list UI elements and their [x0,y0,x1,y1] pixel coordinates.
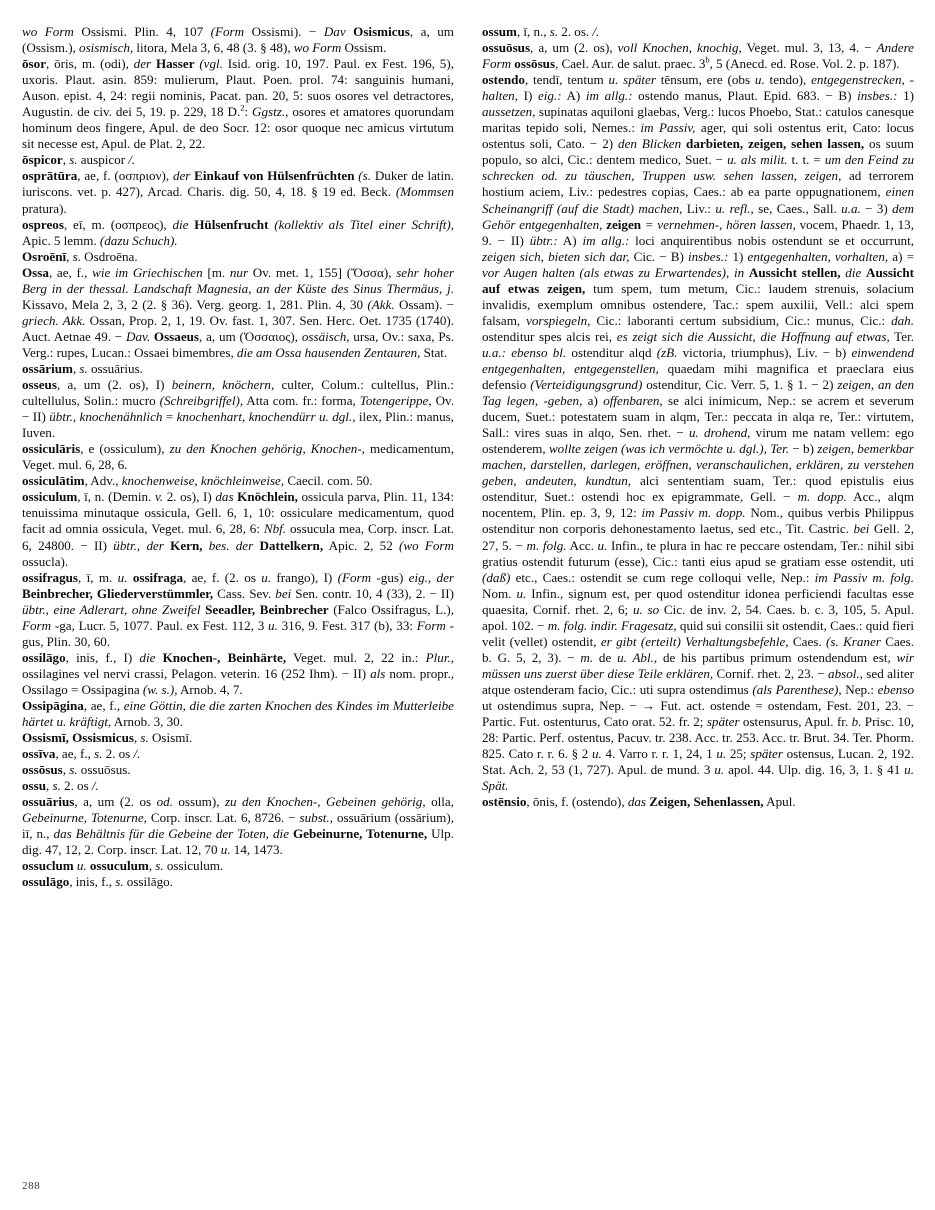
dictionary-entry: ossum, ī, n., s. 2. os. /. [482,24,600,39]
dictionary-entry: ossārium, s. ossuārius. [22,360,143,376]
dictionary-entry: ossifragus, ī, m. u. ossifraga, ae, f. (2. os u. frango), I) (Form -gus) eig., der Beinbrecher, Gliederverstümmler, Cass. Sev. bei Sen. contr. 10, 4 (33), 2. − II) übtr., eine Adlerart, ohne Zweifel Seeadler, Beinbrecher (Falco Ossifragus, L.), Form -ga, Lucr. 5, 1077. Paul. ex Fest. 112, 3 u. 316, 9. Fest. 317 (b), 33: Form -gus, Plin. 30, 60. [22,569,455,649]
left-column [22,24,454,891]
dictionary-entry: ossu, s. 2. os /. [22,778,99,794]
dictionary-entry: ospreos, eī, m. (οσπρεος), die Hülsenfrucht (kollektiv als Titel einer Schrift), Apic. 5 lemm. (dazu Schuch). [22,216,454,248]
dictionary-entry: Osroēnī, s. Osdroēna. [22,248,138,264]
dictionary-entry: ossuclum u. ossuculum, s. ossiculum. [22,858,224,874]
dictionary-entry: wo Form Ossismi. Plin. 4, 107 (Form Ossismi). − Dav Osismicus, a, um (Ossism.), osismisch, litora, Mela 3, 6, 48 (3. § 48), wo Form Ossism. [22,24,454,56]
dictionary-entry: ōsor, ōris, m. (odi), der Hasser (vgl. Isid. orig. 10, 197. Paul. ex Fest. 196, 5), uxoris. Plaut. asin. 859: mulierum, Plaut. Poen. prol. 74: sanguinis humani, Auson. epist. 4, 24: regii nominis, Pacat. pan. 20, 5: suos osores vel detractores, Augustin. de civ. dei 5, 19. p. 229, 18 D.$^2$: Ggstz., osores et amatores quorundam hominum deos fingere, Apul. de deo Socr. 12: osor quoque nec amicus virtutum sit necesse est, Apul. de Plat. 2, 22. [22,56,455,152]
right-column [482,24,914,810]
dictionary-entry: ostēnsio, ōnis, f. (ostendo), das Zeigen, Sehenlassen, Apul. [482,794,796,810]
dictionary-entry: ōspicor, s. auspicor /. [22,152,136,168]
page-number: 288 [22,1180,41,1192]
dictionary-entry: ossiculātim, Adv., knochenweise, knöchleinweise, Caecil. com. 50. [22,473,373,489]
dictionary-entry: ossilāgo, inis, f., I) die Knochen-, Beinhärte, Veget. mul. 2, 22 in.: Plur., ossilagines vel nervi crassi, Pelagon. veterin. 16 (252 Ihm). − II) als nom. propr., Ossilago = Ossipagina (w. s.), Arnob. 4, 7. [22,649,455,697]
dictionary-entry: ossīva, ae, f., s. 2. os /. [22,746,141,762]
dictionary-entry: ossulāgo, inis, f., s. ossilāgo. [22,874,173,890]
dictionary-entry: Ossismī, Ossismicus, s. Osismī. [22,730,193,746]
dictionary-entry: Ossipāgina, ae, f., eine Göttin, die die zarten Knochen des Kindes im Mutterleibe härtet u. kräftigt, Arnob. 3, 30. [22,697,454,730]
dictionary-entry: Ossa, ae, f., wie im Griechischen [m. nur Ov. met. 1, 155] (Ὄσσα), sehr hoher Berg in der thessal. Landschaft Magnesia, an der Küste des Sinus Thermäus, j. Kissavo, Mela 2, 3, 2 (2. § 36). Verg. georg. 1, 281. Plin. 4, 30 (Akk. Ossam). − griech. Akk. Ossan, Prop. 2, 1, 19. Ov. fast. 1, 307. Sen. Herc. Oet. 1735 (1740). Auct. Aetnae 49. − Dav. Ossaeus, a, um (Ὀσσαιος), ossäisch, ursa, Ov.: saxa, Ps. Verg.: rupes, Lucan.: Ossaei bimembres, die am Ossa hausenden Zentauren, Stat. [22,264,455,360]
two-column-layout [22,24,917,1159]
dictionary-entry: ossōsus, s. ossuōsus. [22,762,131,778]
dictionary-entry: ossiculāris, e (ossiculum), zu den Knochen gehörig, Knochen-, medicamentum, Veget. mul. 6, 28, 6. [22,441,454,473]
dictionary-entry: ossuōsus, a, um (2. os), voll Knochen, knochig, Veget. mul. 3, 13, 4. − Andere Form ossōsus, Cael. Aur. de salut. praec. 3$^b$, 5 (Anecd. ed. Rose. Vol. 2. p. 187). [482,40,914,72]
dictionary-entry: ostendo, tendī, tentum u. später tēnsum, ere (obs u. tendo), entgegenstrecken, -halten, I) eig.: A) im allg.: ostendo manus, Plaut. Epid. 683. − B) insbes.: 1) aussetzen, supinatas aquiloni glaebas, Verg.: lucos Phoebo, Stat.: catulos canesque maritas tepido soli, Nemes.: im Passiv, ager, qui soli ostentus erit, Cato: locus ostentus soli, Cato. − 2) den Blicken darbieten, zeigen, sehen lassen, os suum populo, so alci, Cic.: dentem medico, Suet. − u. als milit. t. t. = um den Feind zu schrecken od. zu täuschen, Truppen usw. sehen lassen, zeigen, ad terrorem hostium aciem, Liv.: pedestres copias, Caes.: ab ea parte oppugnationem, einen Scheinangriff (auf die Stadt) machen, Liv.: u. refl., se, Caes., Sall. u.a. − 3) dem Gehör entgegenhalten, zeigen = vernehmen-, hören lassen, vocem, Phaedr. 1, 13, 9. − II) übtr.: A) im allg.: loci anquirentibus nobis ostendunt se et occurrunt, zeigen sich, bieten sich dar, Cic. − B) insbes.: 1) entgegenhalten, vorhalten, a) = vor Augen halten (als etwas zu Erwartendes), in Aussicht stellen, die Aussicht auf etwas zeigen, tum spem, tum metum, Cic.: laudem strenuis, solacium invalidis, exemplum omnibus ostendere, Tac.: spem auxilii, Vell.: alci spem falsam, vorspiegeln, Cic.: laboranti certum subsidium, Cic.: munus, Cic.: dah. ostenditur spes alcis rei, es zeigt sich die Aussicht, die Hoffnung auf etwas, Ter. u.a.: ebenso bl. ostenditur alqd (zB. victoria, triumphus), Liv. − b) einwendend entgegenhalten, entgegenstellen, quaedam mihi magnifica et praeclara eius defensio (Verteidigungsgrund) ostenditur, Cic. Verr. 5, 1. § 1. − 2) zeigen, an den Tag legen, -geben, a) offenbaren, se alci inimicum, Nep.: se acrem et severum ducem, Suet.: potestatem suam in alqm, Ter.: peccata in alqa re, Ter.: virtutem, Sall.: vires suas in alqo, Sen. rhet. − u. drohend, virum me natam vellem: ego ostenderem, wollte zeigen (was ich vermöchte u. dgl.), Ter. − b) zeigen, bemerkbar machen, darstellen, darlegen, eröffnen, veranschaulichen, erklären, zu verstehen geben, andeuten, kundtun, alci sententiam suam, Ter.: quod epistulis eius ostenditur, Suet.: ostendi hoc ex epigrammate, Gell. − m. dopp. Acc., alqm nocentem, Plin. ep. 3, 9, 12: im Passiv m. dopp. Nom., quibus verbis Philippus ostenditur non corporis dehonestamento laetus, sed etc., Tit. Castric. bei Gell. 2, 27, 5. − m. folg. Acc. u. Infin., te plura in hac re peccare ostendam, Ter.: nihil sibi gratius ostendit futurum (esse), Cic.: tanti eius apud se gratiam esse ostendit, uti (daß) etc., Caes.: ostendit se cum rege colloqui velle, Nep.: im Passiv m. folg. Nom. u. Infin., signum est, per quod ostenditur idonea perficiendi facultas esse quaesita, Cornif. rhet. 2, 6; u. so Cic. de inv. 2, 54. Caes. b. c. 3, 105, 5. Apul. apol. 102. − m. folg. indir. Fragesatz, quid sui consilii sit ostendit, Caes.: quid fieri velit (vellet) ostendit, er gibt (erteilt) Verhaltungsbefehle, Caes. (s. Kraner Caes. b. G. 5, 2, 3). − m. de u. Abl., de his partibus primum ostendendum est, wir müssen uns zuerst über diese Teile erklären, Cornif. rhet. 2, 23. − absol., sed aliter atque ostenderam facio, Cic.: uti supra ostendimus (als Parenthese), Nep.: ebenso ut ostendimus supra, Nep. − → Fut. act. ostende = ostendam, Fest. 201, 23. − Partic. Fut. ostenturus, Cato orat. 52. fr. 2; später ostensurus, Apul. fr. b. Prisc. 10, 28: Partic. Perf. ostentus, Pacuv. tr. 238. Acc. tr. 253. Acc. tr. Brut. 34. Ter. Phorm. 825. Cato r. r. 6. § 2 u. 4. Varro r. r. 1, 24, 1 u. 25; später ostensus, Lucan. 2, 192. Stat. Ach. 2, 53 (1, 727). Apul. de mund. 3 u. apol. 44. Ulp. dig. 16, 3, 1. § 41 u. Spät. [482,72,915,794]
dictionary-entry: osseus, a, um (2. os), I) beinern, knöchern, culter, Colum.: cultellus, Plin.: cultellulus, Solin.: mucro (Schreibgriffel), Atta com. fr.: forma, Totengerippe, Ov. − II) übtr., knochenähnlich = knochenhart, knochendürr u. dgl., ilex, Plin.: manus, Iuven. [22,377,455,441]
dictionary-entry: ossuārius, a, um (2. os od. ossum), zu den Knochen-, Gebeinen gehörig, olla, Gebeinurne, Totenurne, Corp. inscr. Lat. 6, 8726. − subst., ossuārium (ossārium), iī, n., das Behältnis für die Gebeine der Toten, die Gebeinurne, Totenurne, Ulp. dig. 47, 12, 2. Corp. inscr. Lat. 12, 70 u. 14, 1473. [22,794,454,858]
dictionary-entry: ossiculum, ī, n. (Demin. v. 2. os), I) das Knöchlein, ossicula parva, Plin. 11, 134: tenuissima minutaque ossicula, Gell. 6, 1, 10: ossiculare medicamentum, quod facit ad omnia ossicula, Veget. mul. 6, 28, 6: Nbf. ossucula mea, Corp. inscr. Lat. 6, 24800. − II) übtr., der Kern, bes. der Dattelkern, Apic. 2, 52 (wo Form ossucla). [22,489,454,569]
dictionary-entry: osprātūra, ae, f. (οσπριον), der Einkauf von Hülsenfrüchten (s. Duker de latin. iuriscons. vet. p. 427), Arcad. Charis. dig. 50, 4, 18. § 19 ed. Beck. (Mommsen pratura). [22,168,454,216]
